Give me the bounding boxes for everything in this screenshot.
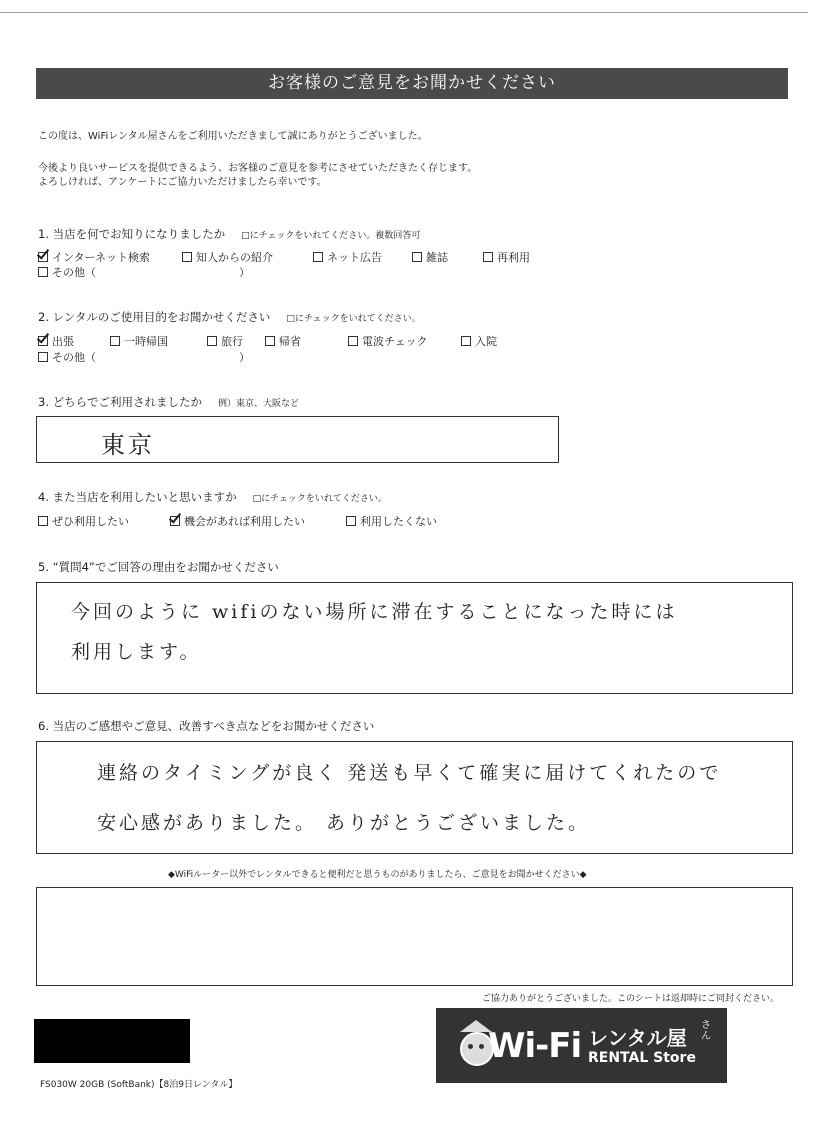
question-5 [38, 559, 279, 575]
question-1 [38, 226, 420, 244]
q1-option-referral[interactable] [182, 251, 273, 265]
option-label: 入院 [475, 335, 497, 348]
intro-line-1: この度は、WiFiレンタル屋さんをご利用いただきまして誠にありがとうございました。 [38, 131, 428, 142]
option-label: ぜひ利用したい [52, 515, 129, 528]
q2-option-travel[interactable] [207, 335, 243, 349]
q2-option-other[interactable] [38, 351, 250, 365]
q6-answer-line-1: 連絡のタイミングが良く 発送も早くて確実に届けてくれたので [97, 762, 722, 784]
checkbox[interactable] [182, 252, 192, 262]
checkbox[interactable] [265, 336, 275, 346]
option-label: その他（ ） [52, 351, 250, 364]
option-label: 利用したくない [360, 515, 437, 528]
question-2 [38, 309, 421, 327]
option-label: 再利用 [497, 251, 530, 264]
question-4-hint: □にチェックをいれてください。 [252, 494, 387, 504]
checkbox[interactable] [348, 336, 358, 346]
question-7: ◆WiFiルーター以外でレンタルできると便利だと思うものがありましたら、ご意見をお聞かせください◆ [168, 870, 587, 880]
checkbox[interactable] [412, 252, 422, 262]
option-label: その他（ ） [52, 266, 250, 279]
question-3 [38, 394, 299, 412]
logo-rental-en: RENTAL Store [588, 1050, 696, 1066]
option-label: 電波チェック [362, 335, 428, 348]
footer-rental-code: FS030W 20GB (SoftBank)【8泊9日レンタル】 [40, 1080, 238, 1090]
checkbox[interactable] [461, 336, 471, 346]
q5-answer-box[interactable] [36, 582, 793, 694]
checkbox-checked[interactable] [38, 336, 48, 346]
question-2-text: 2. レンタルのご使用目的をお聞かせください [38, 310, 271, 324]
intro-line-2: 今後より良いサービスを提供できるよう、お客様のご意見を参考にさせていただきたく存じます。 [38, 163, 478, 174]
q2-option-business[interactable] [38, 335, 74, 349]
q2-option-visit-home[interactable] [265, 335, 301, 349]
option-label: 一時帰国 [124, 335, 168, 348]
question-4-text: 4. また当店を利用したいと思いますか [38, 490, 237, 504]
option-label: ネット広告 [327, 251, 382, 264]
top-edge-line [0, 12, 808, 13]
question-1-text: 1. 当店を何でお知りになりましたか [38, 227, 226, 241]
q6-answer-box[interactable] [36, 741, 793, 854]
q3-answer-box[interactable] [36, 416, 559, 463]
thanks-note: ご協力ありがとうございました。このシートは返却時にご同封ください。 [482, 994, 780, 1004]
redacted-block [34, 1019, 190, 1063]
question-4 [38, 489, 387, 507]
question-3-hint: 例）東京、大阪など [218, 399, 300, 409]
checkbox[interactable] [38, 516, 48, 526]
q3-answer-text: 東京 [101, 431, 155, 459]
question-3-text: 3. どちらでご利用されましたか [38, 395, 203, 409]
logo-rental-jp: レンタル屋 [588, 1026, 687, 1050]
checkbox[interactable] [346, 516, 356, 526]
option-label: 知人からの紹介 [196, 251, 273, 264]
checkbox[interactable] [483, 252, 493, 262]
page-title: お客様のご意見をお聞かせください [36, 68, 788, 99]
q1-option-reuse[interactable] [483, 251, 530, 265]
logo-wifi-text: Wi-Fi [488, 1026, 582, 1066]
logo-san: さん [701, 1020, 711, 1042]
question-1-hint: □にチェックをいれてください。複数回答可 [241, 231, 421, 241]
checkbox-checked[interactable] [38, 252, 48, 262]
option-label: 出張 [52, 335, 74, 348]
checkbox-checked[interactable] [170, 516, 180, 526]
q1-option-magazine[interactable] [412, 251, 448, 265]
q7-answer-box[interactable] [36, 887, 793, 986]
q2-option-signal-check[interactable] [348, 335, 428, 349]
q2-option-homecoming[interactable] [110, 335, 168, 349]
q1-option-other[interactable] [38, 266, 250, 280]
option-label: 帰省 [279, 335, 301, 348]
checkbox[interactable] [207, 336, 217, 346]
q5-answer-line-1: 今回のように wifiのない場所に滞在することになった時には [71, 601, 678, 623]
option-label: 雑誌 [426, 251, 448, 264]
q4-option-if-chance[interactable] [170, 515, 305, 529]
q1-option-search[interactable] [38, 251, 150, 265]
q4-option-no[interactable] [346, 515, 437, 529]
intro-line-3: よろしければ、アンケートにご協力いただけましたら幸いです。 [38, 177, 327, 188]
option-label: 旅行 [221, 335, 243, 348]
question-2-hint: □にチェックをいれてください。 [286, 314, 421, 324]
option-label: インターネット検索 [52, 251, 151, 264]
question-6 [38, 718, 374, 734]
q1-option-net-ad[interactable] [313, 251, 382, 265]
checkbox[interactable] [110, 336, 120, 346]
q5-answer-line-2: 利用します。 [71, 641, 202, 663]
question-6-text: 6. 当店のご感想やご意見、改善すべき点などをお聞かせください [38, 719, 375, 733]
checkbox[interactable] [38, 267, 48, 277]
checkbox[interactable] [38, 352, 48, 362]
checkbox[interactable] [313, 252, 323, 262]
option-label: 機会があれば利用したい [184, 515, 305, 528]
q6-answer-line-2: 安心感がありました。 ありがとうございました。 [97, 812, 591, 834]
question-5-text: 5. “質問4”でご回答の理由をお聞かせください [38, 560, 279, 574]
q2-option-hospital[interactable] [461, 335, 497, 349]
wifi-rental-logo [436, 1008, 727, 1083]
q4-option-definitely[interactable] [38, 515, 129, 529]
